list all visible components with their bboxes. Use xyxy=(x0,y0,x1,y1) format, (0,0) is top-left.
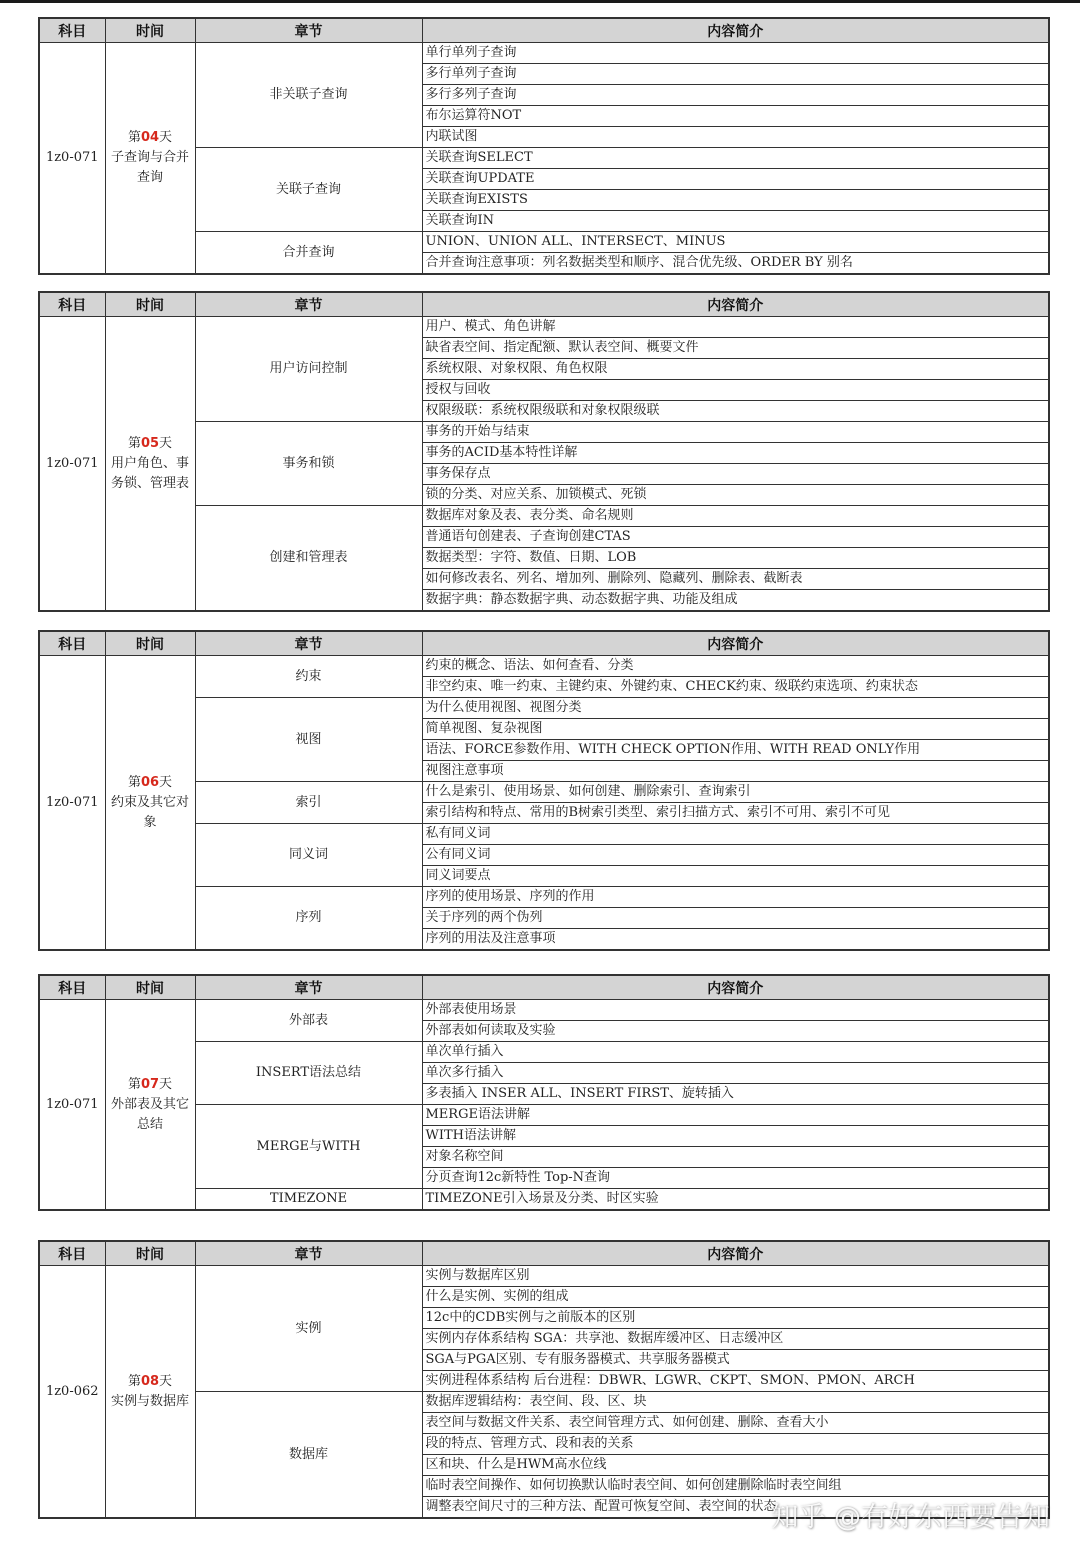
day-title: 用户角色、事务锁、管理表 xyxy=(110,455,189,491)
day-number xyxy=(106,1075,195,1095)
content-item: 序列的用法及注意事项 xyxy=(422,929,1049,951)
chapter-name: 序列 xyxy=(195,887,422,951)
day-number xyxy=(106,773,195,793)
subject-code: 1z0-062 xyxy=(39,1266,105,1519)
day-cell xyxy=(105,656,195,951)
chapter-name: 事务和锁 xyxy=(195,422,422,506)
content-item: 普通语句创建表、子查询创建CTAS xyxy=(422,527,1049,548)
content-item: 关联查询IN xyxy=(422,211,1049,232)
schedule-table-day-06 xyxy=(38,630,1050,951)
course-table xyxy=(38,291,1050,612)
content-item: 12c中的CDB实例与之前版本的区别 xyxy=(422,1308,1049,1329)
day-number xyxy=(106,434,195,454)
day-title: 约束及其它对象 xyxy=(110,794,189,830)
subject-code: 1z0-071 xyxy=(39,656,105,951)
course-table xyxy=(38,974,1050,1211)
day-cell xyxy=(105,1266,195,1519)
content-item: 关联查询UPDATE xyxy=(422,169,1049,190)
header-chapter: 章节 xyxy=(195,292,422,317)
day-num-highlight: 08 xyxy=(140,1373,160,1389)
header-row xyxy=(39,292,1049,317)
content-item: 用户、模式、角色讲解 xyxy=(422,317,1049,338)
content-item: 如何修改表名、列名、增加列、删除列、隐藏列、删除表、截断表 xyxy=(422,569,1049,590)
day-title: 外部表及其它总结 xyxy=(110,1096,189,1132)
day-suffix: 天 xyxy=(159,130,173,145)
subject-code: 1z0-071 xyxy=(39,43,105,275)
chapter-name: 约束 xyxy=(195,656,422,698)
header-subject: 科目 xyxy=(39,975,105,1000)
day-cell xyxy=(105,317,195,612)
header-chapter: 章节 xyxy=(195,18,422,43)
schedule-table-day-05 xyxy=(38,291,1050,612)
content-item: 私有同义词 xyxy=(422,824,1049,845)
content-item: 简单视图、复杂视图 xyxy=(422,719,1049,740)
content-item: 区和块、什么是HWM高水位线 xyxy=(422,1455,1049,1476)
content-item: 数据类型：字符、数值、日期、LOB xyxy=(422,548,1049,569)
content-item: 多表插入 INSER ALL、INSERT FIRST、旋转插入 xyxy=(422,1084,1049,1105)
content-item: 实例进程体系结构 后台进程：DBWR、LGWR、CKPT、SMON、PMON、ARCH xyxy=(422,1371,1049,1392)
day-number xyxy=(106,128,195,148)
content-item: 数据字典：静态数据字典、动态数据字典、功能及组成 xyxy=(422,590,1049,612)
content-item: 数据库对象及表、表分类、命名规则 xyxy=(422,506,1049,527)
course-table xyxy=(38,630,1050,951)
content-item: 对象名称空间 xyxy=(422,1147,1049,1168)
course-table xyxy=(38,17,1050,275)
day-prefix: 第 xyxy=(127,130,141,145)
content-item: 布尔运算符NOT xyxy=(422,106,1049,127)
content-item: 多行单列子查询 xyxy=(422,64,1049,85)
day-num-highlight: 06 xyxy=(140,774,160,790)
content-item: 数据库逻辑结构：表空间、段、区、块 xyxy=(422,1392,1049,1413)
header-time: 时间 xyxy=(105,292,195,317)
header-chapter: 章节 xyxy=(195,631,422,656)
content-item: 什么是索引、使用场景、如何创建、删除索引、查询索引 xyxy=(422,782,1049,803)
chapter-name: 数据库 xyxy=(195,1392,422,1519)
day-number xyxy=(106,1372,195,1392)
content-item: 什么是实例、实例的组成 xyxy=(422,1287,1049,1308)
chapter-name: 非关联子查询 xyxy=(195,43,422,148)
header-subject: 科目 xyxy=(39,1241,105,1266)
content-item: 实例内存体系结构 SGA：共享池、数据库缓冲区、日志缓冲区 xyxy=(422,1329,1049,1350)
content-item: 合并查询注意事项：列名数据类型和顺序、混合优先级、ORDER BY 别名 xyxy=(422,253,1049,275)
content-item: 关联查询EXISTS xyxy=(422,190,1049,211)
table-row xyxy=(39,1266,1049,1287)
content-item: 外部表如何读取及实验 xyxy=(422,1021,1049,1042)
day-suffix: 天 xyxy=(159,774,173,790)
chapter-name: 创建和管理表 xyxy=(195,506,422,612)
header-time: 时间 xyxy=(105,975,195,1000)
table-row xyxy=(39,656,1049,677)
content-item: WITH语法讲解 xyxy=(422,1126,1049,1147)
content-item: 缺省表空间、指定配额、默认表空间、概要文件 xyxy=(422,338,1049,359)
content-item: 单行单列子查询 xyxy=(422,43,1049,64)
chapter-name: INSERT语法总结 xyxy=(195,1042,422,1105)
content-item: UNION、UNION ALL、INTERSECT、MINUS xyxy=(422,232,1049,253)
header-time: 时间 xyxy=(105,18,195,43)
content-item: 单次单行插入 xyxy=(422,1042,1049,1063)
top-border xyxy=(0,0,1080,3)
content-item: 系统权限、对象权限、角色权限 xyxy=(422,359,1049,380)
chapter-name: 索引 xyxy=(195,782,422,824)
schedule-table-day-04 xyxy=(38,17,1050,275)
day-suffix: 天 xyxy=(159,1076,173,1092)
content-item: 事务保存点 xyxy=(422,464,1049,485)
table-row xyxy=(39,317,1049,338)
chapter-name: 外部表 xyxy=(195,1000,422,1042)
chapter-name: 关联子查询 xyxy=(195,148,422,232)
content-item: SGA与PGA区别、专有服务器模式、共享服务器模式 xyxy=(422,1350,1049,1371)
content-item: 授权与回收 xyxy=(422,380,1049,401)
chapter-name: 实例 xyxy=(195,1266,422,1392)
day-num-highlight: 05 xyxy=(140,435,160,451)
header-subject: 科目 xyxy=(39,18,105,43)
content-item: 关联查询SELECT xyxy=(422,148,1049,169)
day-cell xyxy=(105,1000,195,1211)
header-content: 内容简介 xyxy=(422,975,1049,1000)
header-subject: 科目 xyxy=(39,292,105,317)
header-row xyxy=(39,631,1049,656)
content-item: 非空约束、唯一约束、主键约束、外键约束、CHECK约束、级联约束选项、约束状态 xyxy=(422,677,1049,698)
chapter-name: 合并查询 xyxy=(195,232,422,275)
content-item: 单次多行插入 xyxy=(422,1063,1049,1084)
day-prefix: 第 xyxy=(127,774,141,790)
day-cell xyxy=(105,43,195,275)
schedule-table-day-07 xyxy=(38,974,1050,1211)
chapter-name: 用户访问控制 xyxy=(195,317,422,422)
chapter-name: MERGE与WITH xyxy=(195,1105,422,1189)
day-num-highlight: 04 xyxy=(140,130,160,145)
content-item: 调整表空间尺寸的三种方法、配置可恢复空间、表空间的状态 xyxy=(422,1497,1049,1519)
content-item: 分页查询12c新特性 Top-N查询 xyxy=(422,1168,1049,1189)
content-item: TIMEZONE引入场景及分类、时区实验 xyxy=(422,1189,1049,1211)
day-suffix: 天 xyxy=(159,435,173,451)
day-prefix: 第 xyxy=(127,1076,141,1092)
schedule-table-day-08 xyxy=(38,1240,1050,1519)
content-item: 约束的概念、语法、如何查看、分类 xyxy=(422,656,1049,677)
content-item: 关于序列的两个伪列 xyxy=(422,908,1049,929)
header-subject: 科目 xyxy=(39,631,105,656)
header-chapter: 章节 xyxy=(195,975,422,1000)
header-content: 内容简介 xyxy=(422,292,1049,317)
header-row xyxy=(39,1241,1049,1266)
content-item: 事务的开始与结束 xyxy=(422,422,1049,443)
content-item: 事务的ACID基本特性详解 xyxy=(422,443,1049,464)
course-table xyxy=(38,1240,1050,1519)
content-item: 段的特点、管理方式、段和表的关系 xyxy=(422,1434,1049,1455)
header-content: 内容简介 xyxy=(422,631,1049,656)
content-item: 内联试图 xyxy=(422,127,1049,148)
subject-code: 1z0-071 xyxy=(39,1000,105,1211)
content-item: 视图注意事项 xyxy=(422,761,1049,782)
header-time: 时间 xyxy=(105,1241,195,1266)
header-content: 内容简介 xyxy=(422,18,1049,43)
day-title: 实例与数据库 xyxy=(110,1393,189,1409)
content-item: 权限级联：系统权限级联和对象权限级联 xyxy=(422,401,1049,422)
header-row xyxy=(39,18,1049,43)
content-item: 语法、FORCE参数作用、WITH CHECK OPTION作用、WITH READ ONLY作用 xyxy=(422,740,1049,761)
content-item: 为什么使用视图、视图分类 xyxy=(422,698,1049,719)
header-time: 时间 xyxy=(105,631,195,656)
content-item: 临时表空间操作、如何切换默认临时表空间、如何创建删除临时表空间组 xyxy=(422,1476,1049,1497)
header-chapter: 章节 xyxy=(195,1241,422,1266)
subject-code: 1z0-071 xyxy=(39,317,105,612)
day-num-highlight: 07 xyxy=(140,1076,160,1092)
watermark: 知乎 @有好东西要告知 xyxy=(771,1502,1050,1533)
content-item: 公有同义词 xyxy=(422,845,1049,866)
table-row xyxy=(39,43,1049,64)
day-suffix: 天 xyxy=(159,1373,173,1389)
content-item: 序列的使用场景、序列的作用 xyxy=(422,887,1049,908)
chapter-name: TIMEZONE xyxy=(195,1189,422,1211)
day-prefix: 第 xyxy=(127,435,141,451)
content-item: 外部表使用场景 xyxy=(422,1000,1049,1021)
content-item: 多行多列子查询 xyxy=(422,85,1049,106)
chapter-name: 视图 xyxy=(195,698,422,782)
content-item: 同义词要点 xyxy=(422,866,1049,887)
content-item: 实例与数据库区别 xyxy=(422,1266,1049,1287)
day-title: 子查询与合并查询 xyxy=(110,150,189,185)
content-item: 索引结构和特点、常用的B树索引类型、索引扫描方式、索引不可用、索引不可见 xyxy=(422,803,1049,824)
header-row xyxy=(39,975,1049,1000)
chapter-name: 同义词 xyxy=(195,824,422,887)
day-prefix: 第 xyxy=(127,1373,141,1389)
table-row xyxy=(39,1000,1049,1021)
content-item: MERGE语法讲解 xyxy=(422,1105,1049,1126)
header-content: 内容简介 xyxy=(422,1241,1049,1266)
content-item: 表空间与数据文件关系、表空间管理方式、如何创建、删除、查看大小 xyxy=(422,1413,1049,1434)
content-item: 锁的分类、对应关系、加锁模式、死锁 xyxy=(422,485,1049,506)
